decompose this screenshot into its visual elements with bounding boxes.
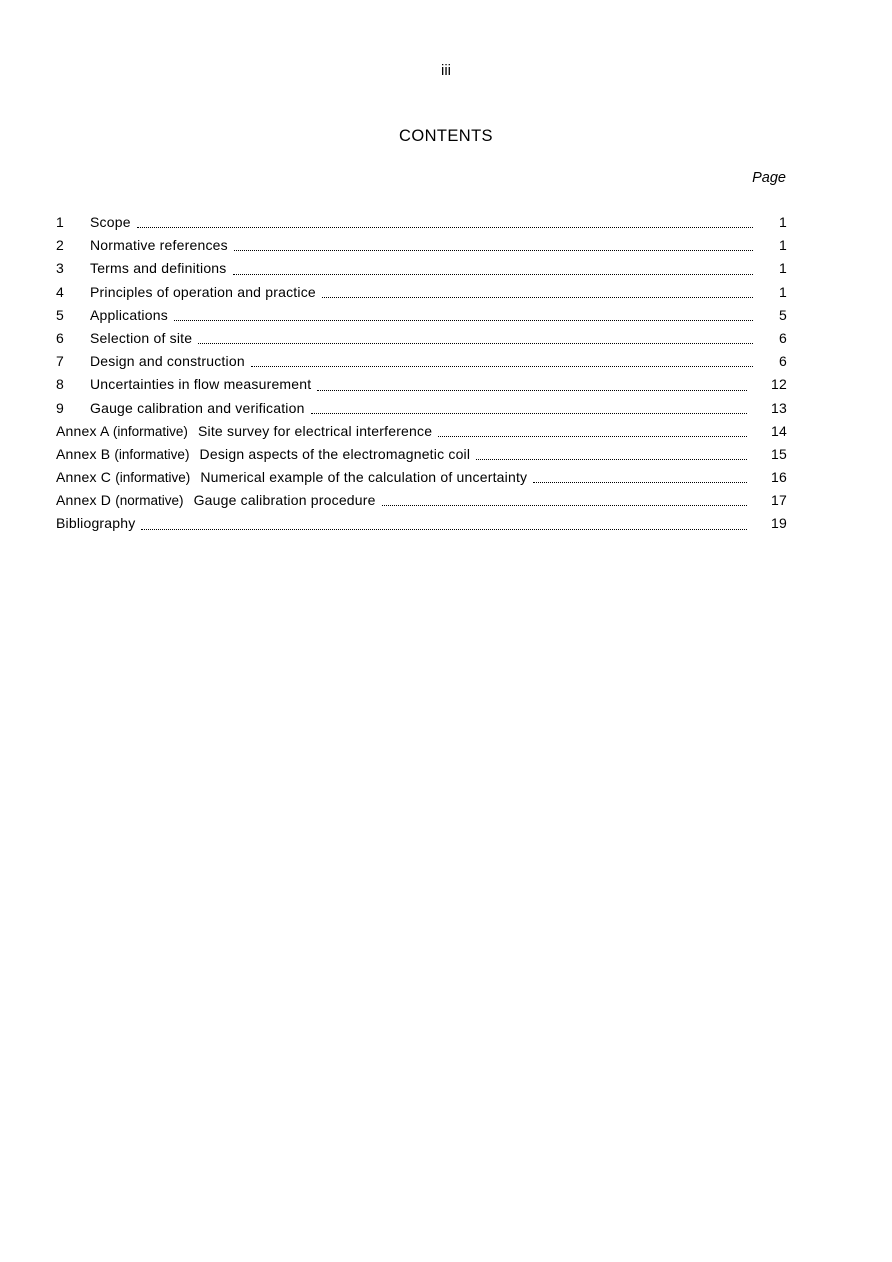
dot-leader bbox=[174, 320, 753, 321]
clause-title: Uncertainties in flow measurement bbox=[90, 376, 312, 393]
annex-kind: (informative) bbox=[114, 446, 190, 462]
clause-title: Design and construction bbox=[90, 353, 245, 370]
toc-entry-clause-1[interactable] bbox=[56, 212, 787, 235]
table-of-contents bbox=[56, 212, 787, 537]
dot-leader bbox=[311, 413, 747, 414]
clause-number: 8 bbox=[56, 376, 64, 393]
toc-entry-clause-3[interactable] bbox=[56, 258, 787, 281]
clause-number: 3 bbox=[56, 260, 64, 277]
clause-title: Gauge calibration and verification bbox=[90, 399, 305, 416]
page-ref: 1 bbox=[779, 237, 787, 254]
clause-number: 2 bbox=[56, 237, 64, 254]
annex-label bbox=[56, 490, 376, 511]
annex-kind: (informative) bbox=[112, 423, 188, 439]
annex-prefix: Annex A bbox=[56, 422, 109, 439]
toc-entry-clause-8[interactable] bbox=[56, 374, 787, 397]
bibliography-label: Bibliography bbox=[56, 515, 136, 532]
clause-number: 1 bbox=[56, 214, 64, 230]
toc-entry-bibliography[interactable] bbox=[56, 513, 787, 536]
page-ref: 1 bbox=[779, 214, 787, 230]
dot-leader bbox=[317, 390, 747, 391]
toc-entry-clause-2[interactable] bbox=[56, 235, 787, 258]
dot-leader bbox=[533, 482, 747, 483]
annex-title: Gauge calibration procedure bbox=[193, 492, 376, 509]
dot-leader bbox=[322, 297, 753, 298]
dot-leader bbox=[233, 274, 754, 275]
clause-number: 5 bbox=[56, 306, 64, 323]
toc-entry-clause-4[interactable] bbox=[56, 282, 787, 305]
clause-number: 4 bbox=[56, 283, 64, 300]
toc-entry-annex-a[interactable] bbox=[56, 421, 787, 444]
page-ref: 6 bbox=[779, 353, 787, 370]
annex-kind: (normative) bbox=[115, 493, 184, 509]
annex-prefix: Annex C bbox=[56, 469, 112, 486]
toc-entry-clause-7[interactable] bbox=[56, 351, 787, 374]
toc-entry-annex-b[interactable] bbox=[56, 444, 787, 467]
page-number: iii bbox=[441, 62, 451, 79]
clause-title: Scope bbox=[90, 214, 131, 230]
dot-leader bbox=[234, 250, 753, 251]
clause-title: Terms and definitions bbox=[90, 260, 227, 277]
dot-leader bbox=[438, 436, 747, 437]
dot-leader bbox=[198, 343, 753, 344]
page-ref: 17 bbox=[771, 492, 787, 509]
page-ref: 19 bbox=[771, 515, 787, 532]
annex-label bbox=[56, 421, 432, 442]
toc-entry-clause-5[interactable] bbox=[56, 305, 787, 328]
annex-kind: (informative) bbox=[115, 470, 191, 486]
page-ref: 1 bbox=[779, 283, 787, 300]
annex-prefix: Annex D bbox=[56, 492, 112, 509]
page-ref: 1 bbox=[779, 260, 787, 277]
dot-leader bbox=[137, 227, 753, 228]
annex-title: Design aspects of the electromagnetic coil bbox=[199, 445, 471, 462]
clause-title: Normative references bbox=[90, 237, 228, 254]
annex-title: Numerical example of the calculation of uncertainty bbox=[200, 469, 528, 486]
annex-prefix: Annex B bbox=[56, 445, 111, 462]
clause-number: 9 bbox=[56, 399, 64, 416]
page-ref: 15 bbox=[771, 445, 787, 462]
page-ref: 16 bbox=[771, 469, 787, 486]
clause-title: Principles of operation and practice bbox=[90, 283, 316, 300]
dot-leader bbox=[141, 529, 747, 530]
annex-label bbox=[56, 467, 527, 488]
page-title: CONTENTS bbox=[399, 127, 493, 145]
toc-entry-annex-c[interactable] bbox=[56, 467, 787, 490]
toc-entry-clause-9[interactable] bbox=[56, 398, 787, 421]
clause-title: Applications bbox=[90, 306, 168, 323]
annex-label bbox=[56, 444, 470, 465]
toc-entry-annex-d[interactable] bbox=[56, 490, 787, 513]
page-ref: 5 bbox=[779, 306, 787, 323]
clause-number: 6 bbox=[56, 329, 64, 346]
dot-leader bbox=[251, 366, 753, 367]
page-ref: 14 bbox=[771, 422, 787, 439]
page-ref: 12 bbox=[771, 376, 787, 393]
clause-number: 7 bbox=[56, 353, 64, 370]
dot-leader bbox=[382, 505, 747, 506]
annex-title: Site survey for electrical interference bbox=[197, 422, 433, 439]
page-column-heading: Page bbox=[752, 170, 786, 186]
dot-leader bbox=[476, 459, 747, 460]
page-ref: 6 bbox=[779, 329, 787, 346]
clause-title: Selection of site bbox=[90, 329, 193, 346]
toc-entry-clause-6[interactable] bbox=[56, 328, 787, 351]
page-ref: 13 bbox=[771, 399, 787, 416]
